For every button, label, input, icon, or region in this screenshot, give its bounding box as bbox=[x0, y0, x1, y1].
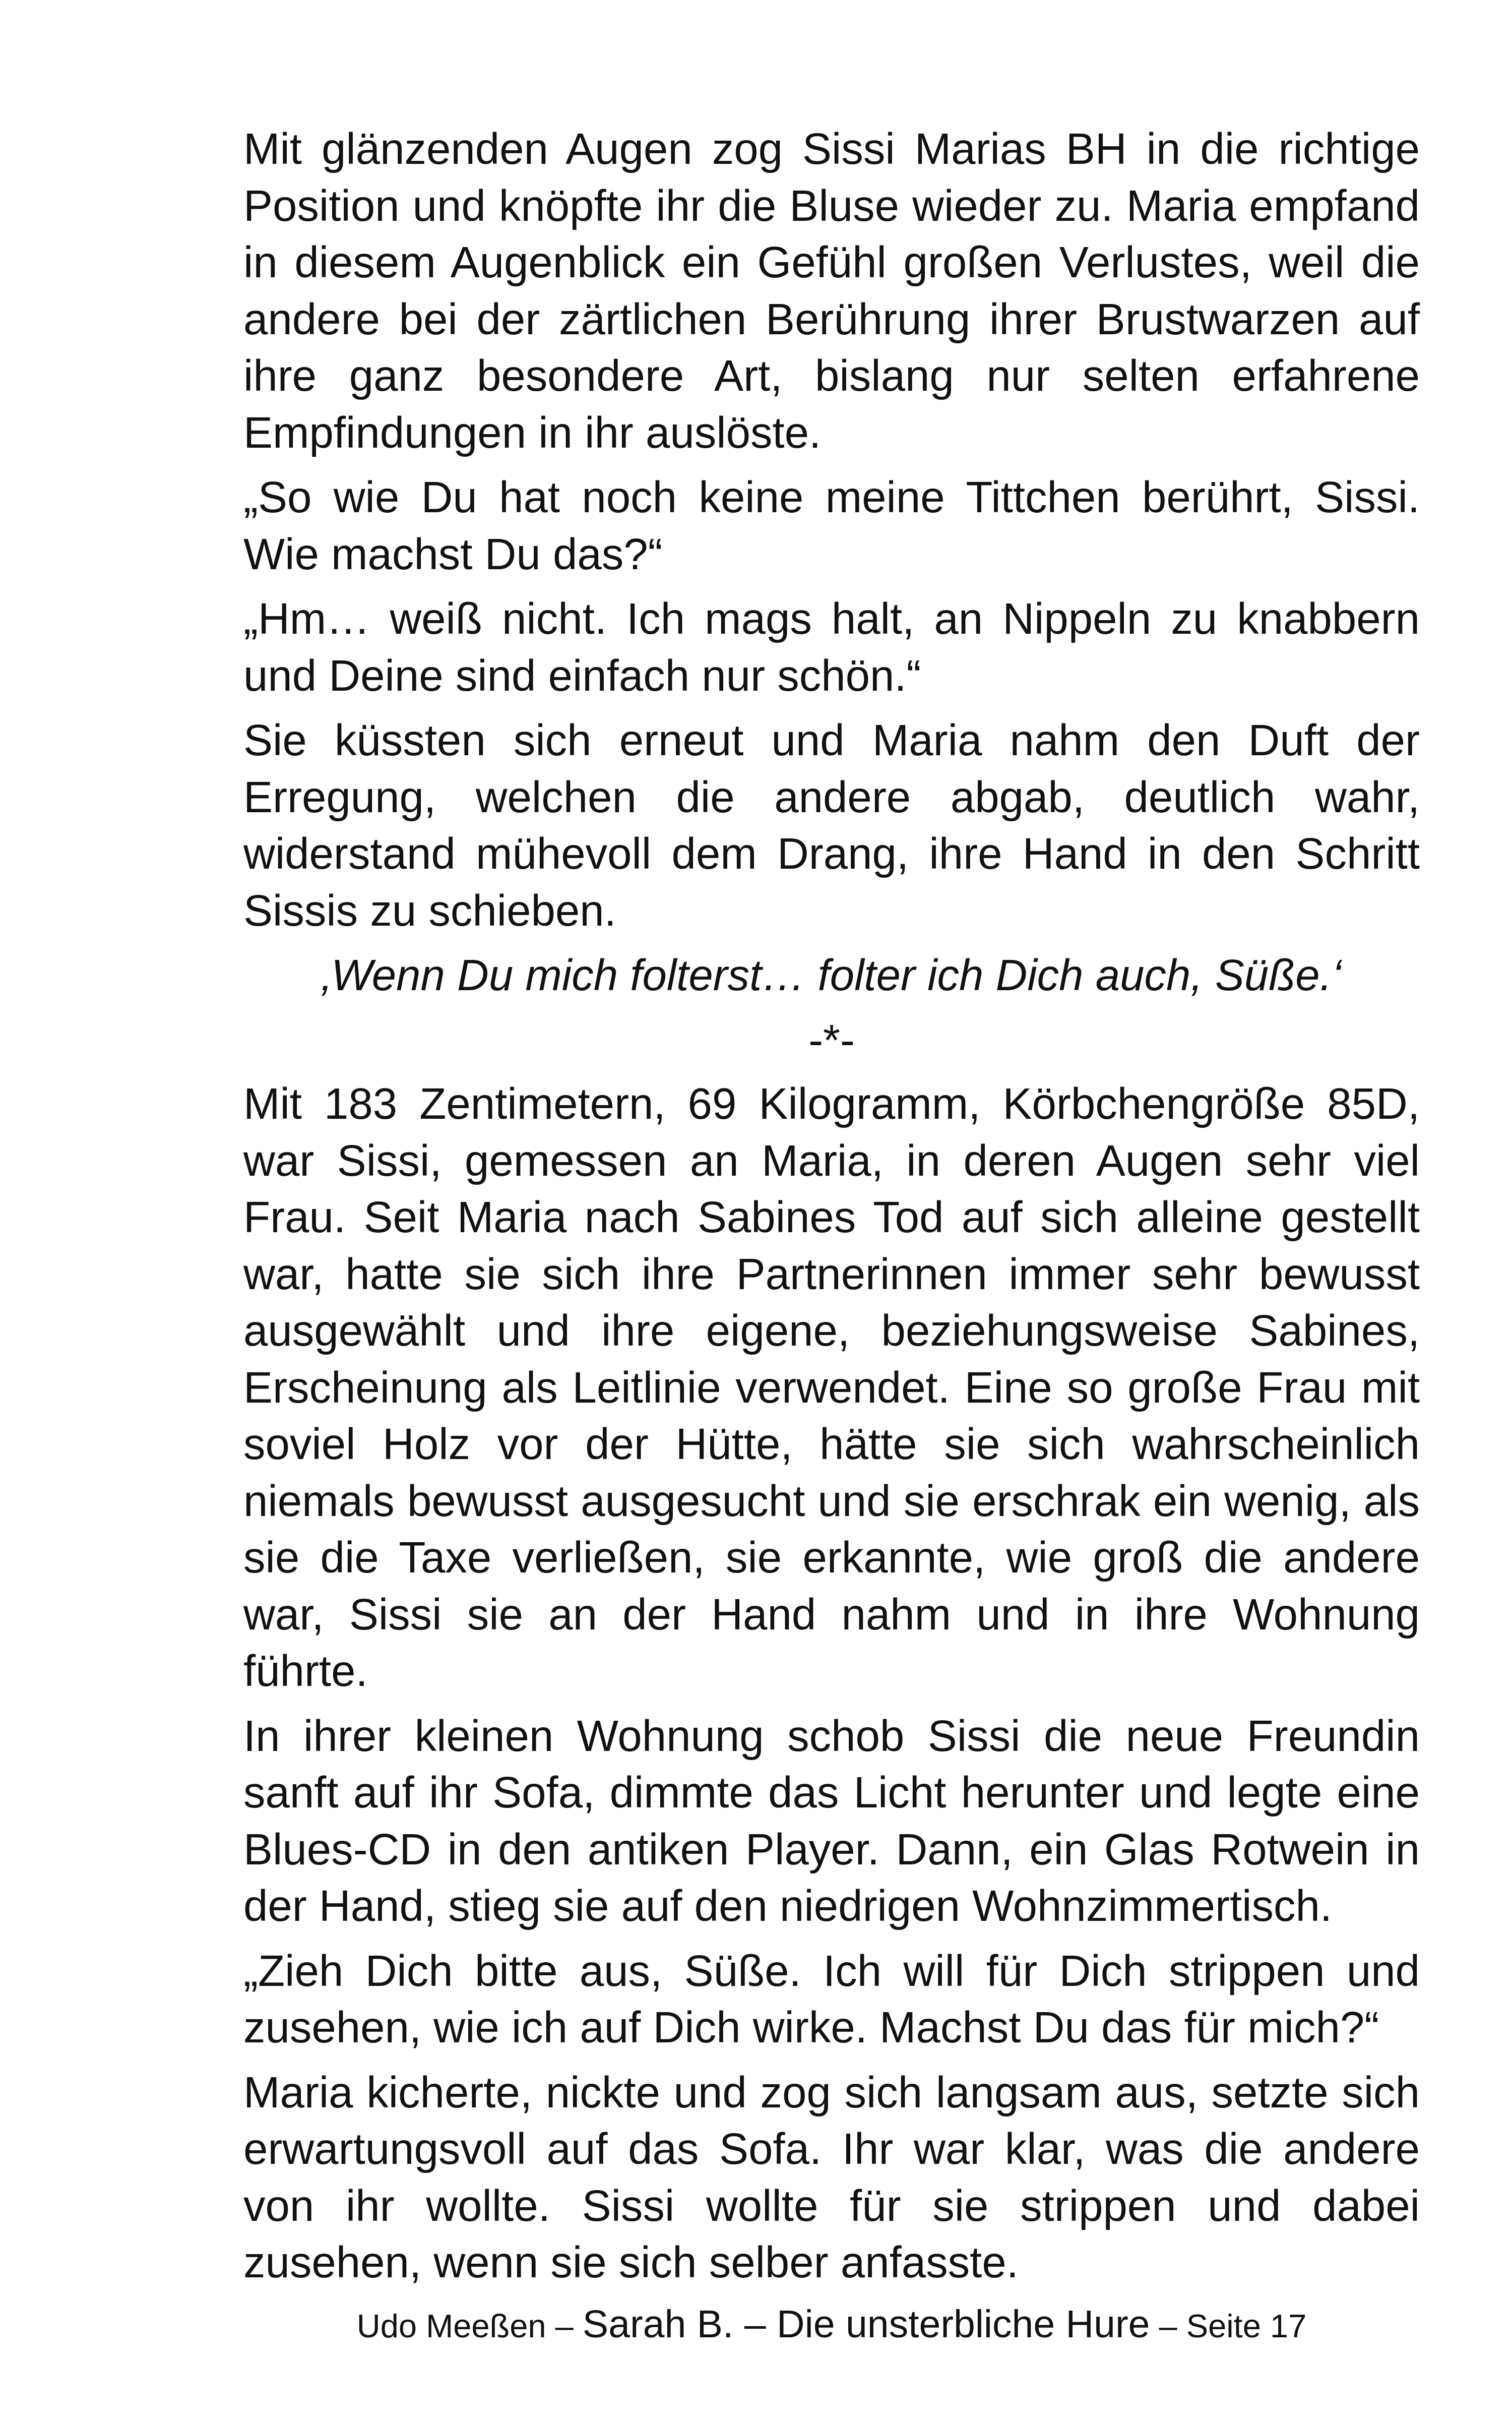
paragraph-8: Maria kicherte, nickte und zog sich langsam aus, setzte sich erwartungsvoll auf das Sofa. Ihr war klar, was die andere von ihr wollte. Sissi wollte für sie strippen und dabei zusehen, wenn sie sich selber anfasste. bbox=[243, 2068, 1420, 2287]
paragraph-4: Sie küssten sich erneut und Maria nahm den Duft der Erregung, welchen die andere abgab, deutlich wahr, widerstand mühevoll dem Drang, ihre Hand in den Schritt Sissis zu schieben. bbox=[243, 716, 1420, 935]
dialogue-paragraph-3: „Hm… weiß nicht. Ich mags halt, an Nippeln zu knabbern und Deine sind einfach nur schön.“ bbox=[243, 594, 1420, 700]
thought-line: ‚Wenn Du mich folterst… folter ich Dich auch, Süße.‘ bbox=[321, 951, 1342, 1000]
paragraph-6: In ihrer kleinen Wohnung schob Sissi die neue Freundin sanft auf ihr Sofa, dimmte das Licht herunter und legte eine Blues-CD in den antiken Player. Dann, ein Glas Rotwein in der Hand, stieg sie auf den niedrigen Wohnzimmertisch. bbox=[243, 1711, 1420, 1930]
body-text bbox=[243, 121, 1420, 2291]
page-footer bbox=[243, 2302, 1420, 2358]
footer-book-title: Sarah B. – Die unsterbliche Hure bbox=[582, 2303, 1150, 2346]
scene-separator: -*- bbox=[808, 1015, 855, 1065]
footer-separator: – bbox=[1150, 2308, 1186, 2344]
dialogue-paragraph-2: „So wie Du hat noch keine meine Tittchen berührt, Sissi. Wie machst Du das?“ bbox=[243, 473, 1420, 579]
paragraph-1: Mit glänzenden Augen zog Sissi Marias BH in die richtige Position und knöpfte ihr die Bluse wieder zu. Maria empfand in diesem Augenblick ein Gefühl großen Verlustes, weil die andere bei der zärtlichen Berührung ihrer Brustwarzen auf ihre ganz besondere Art, bislang nur selten erfahrene Empfindungen in ihr auslöste. bbox=[243, 125, 1420, 457]
footer-page-number: Seite 17 bbox=[1186, 2308, 1307, 2344]
footer-author: Udo Meeßen bbox=[356, 2308, 546, 2344]
paragraph-5: Mit 183 Zentimetern, 69 Kilogramm, Körbchengröße 85D, war Sissi, gemessen an Maria, in deren Augen sehr viel Frau. Seit Maria nach Sabines Tod auf sich alleine gestellt war, hatte sie sich ihre Partnerinnen immer sehr bewusst ausgewählt und ihre eigene, beziehungsweise Sabines, Erscheinung als Leitlinie verwendet. Eine so große Frau mit soviel Holz vor der Hütte, hätte sie sich wahrscheinlich niemals bewusst ausgesucht und sie erschrak ein wenig, als sie die Taxe verließen, sie erkannte, wie groß die andere war, Sissi sie an der Hand nahm und in ihre Wohnung führte. bbox=[243, 1079, 1420, 1696]
dialogue-paragraph-7: „Zieh Dich bitte aus, Süße. Ich will für Dich strippen und zusehen, wie ich auf Dich wirke. Machst Du das für mich?“ bbox=[243, 1946, 1420, 2052]
footer-separator: – bbox=[546, 2308, 583, 2344]
